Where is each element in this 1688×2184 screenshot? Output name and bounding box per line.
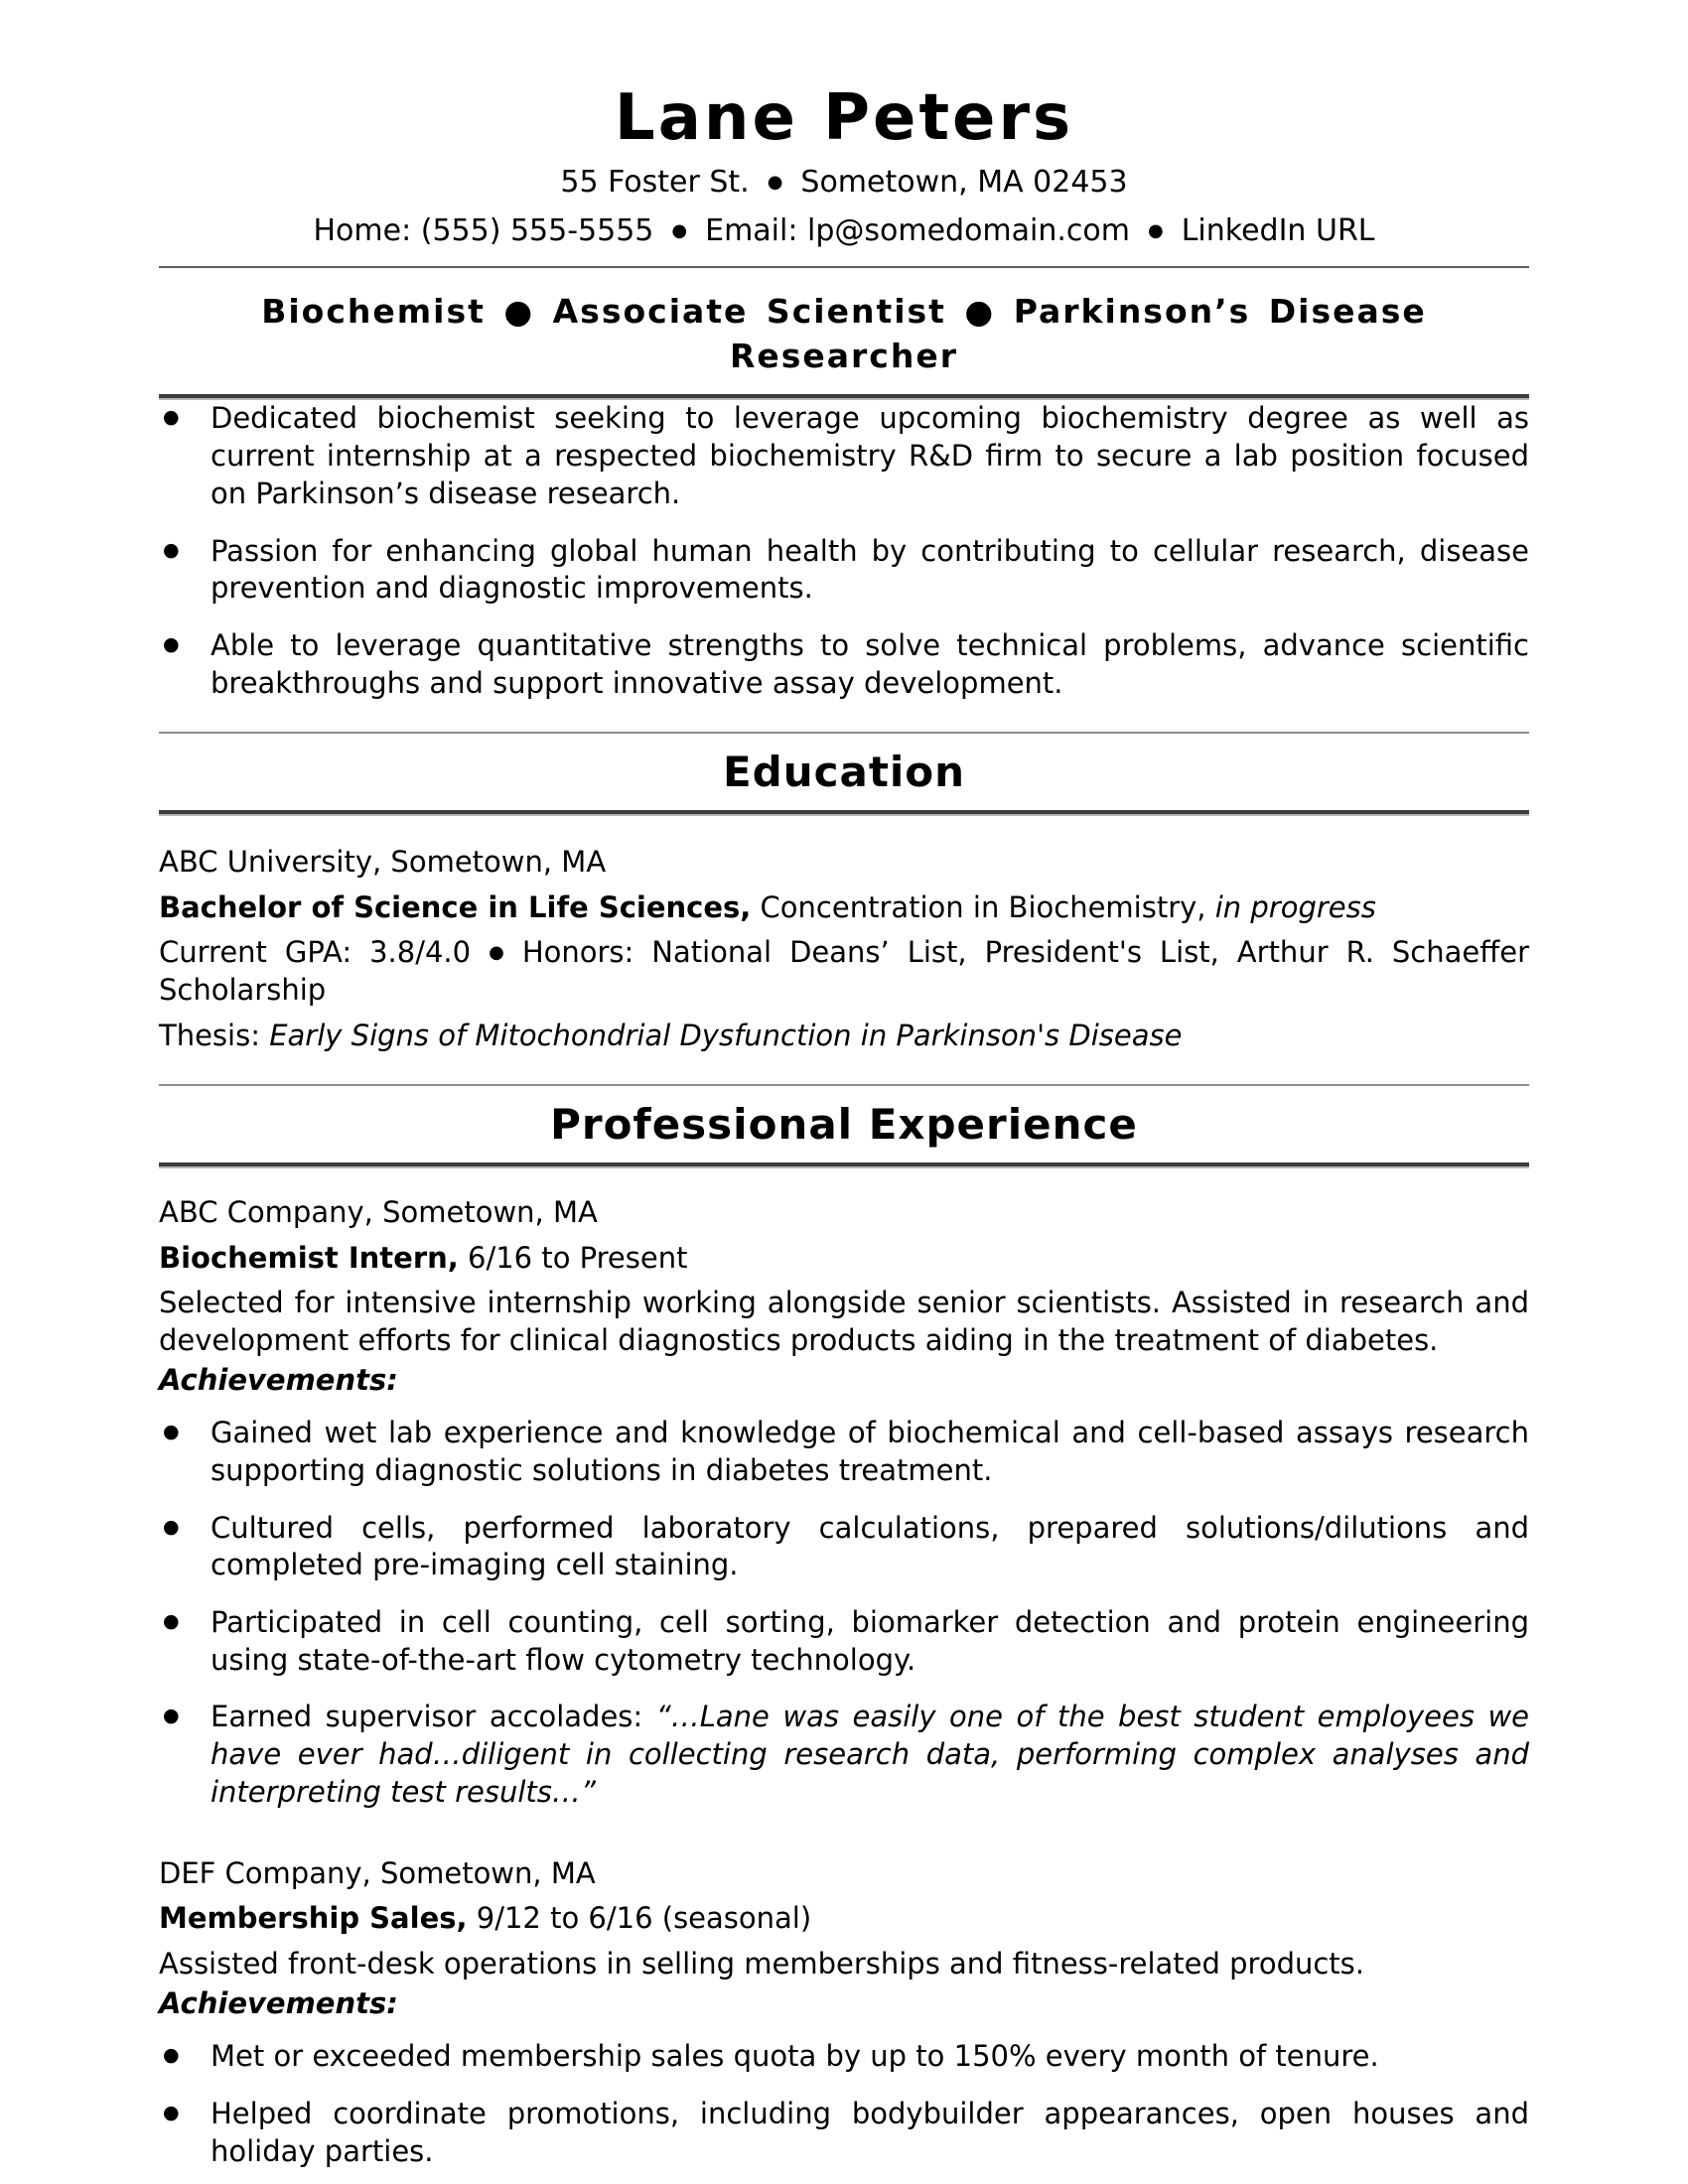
linkedin-url: LinkedIn URL — [1181, 213, 1375, 249]
contact-line — [159, 211, 1529, 250]
school-name-location: ABC University, Sometown, MA — [159, 844, 607, 879]
summary-bullet — [159, 627, 1529, 702]
bullet-icon: ● — [163, 406, 180, 429]
summary-bullet-text: Passion for enhancing global human health by contributing to cellular research, disease prevention and diagnostic improvements. — [211, 533, 1529, 606]
job-title-line — [159, 1900, 1529, 1938]
job-dates: 9/12 to 6/16 (seasonal) — [476, 1901, 812, 1936]
achievement-bullet — [159, 1510, 1529, 1584]
bullet-separator-icon: ● — [1148, 220, 1164, 242]
section-divider-bottom — [159, 1162, 1529, 1168]
job-description: Assisted front-desk operations in selling memberships and fitness-related products. — [159, 1946, 1365, 1980]
job-company — [159, 1855, 1529, 1893]
degree-status: in progress — [1214, 889, 1376, 924]
achievements-list — [159, 1415, 1529, 1811]
section-divider-top — [159, 1084, 1529, 1086]
achievement-bullet — [159, 2096, 1529, 2170]
bullet-icon: ● — [163, 632, 180, 655]
summary-list — [159, 400, 1529, 702]
education-thesis — [159, 1018, 1529, 1055]
job-title: Membership Sales, — [159, 1901, 468, 1936]
bullet-icon: ● — [163, 1610, 180, 1633]
city-state-zip: Sometown, MA 02453 — [800, 165, 1128, 201]
job-entry — [159, 1855, 1529, 2171]
achievement-bullet — [159, 1604, 1529, 1679]
bullet-icon: ● — [163, 1515, 180, 1538]
experience-section — [159, 1084, 1529, 2170]
job-dates: 6/16 to Present — [468, 1240, 688, 1275]
summary-bullet — [159, 400, 1529, 512]
company-name-location: ABC Company, Sometown, MA — [159, 1194, 598, 1229]
achievement-text: Gained wet lab experience and knowledge of biochemical and cell-based assays research supporting diagnostic solutions in diabetes treatment. — [211, 1416, 1529, 1488]
achievement-bullet — [159, 1699, 1529, 1811]
address-line — [159, 163, 1529, 202]
bullet-icon: ● — [163, 538, 180, 561]
honors-list: Honors: National Deans’ List, President's List, Arthur R. Schaeffer Scholarship — [159, 935, 1529, 1007]
achievement-text: Helped coordinate promotions, including bodybuilder appearances, open houses and holiday parties. — [211, 2096, 1529, 2168]
job-entry — [159, 1194, 1529, 1812]
degree-name: Bachelor of Science in Life Sciences, — [159, 889, 752, 924]
achievement-text: Met or exceeded membership sales quota by up to 150% every month of tenure. — [211, 2039, 1379, 2074]
professional-headline: Biochemist ● Associate Scientist ● Parkinson’s Disease Researcher — [261, 292, 1427, 375]
bullet-separator-icon: ● — [671, 220, 688, 242]
bullet-icon: ● — [163, 1421, 180, 1443]
achievement-bullet — [159, 2038, 1529, 2076]
achievements-label: Achievements: — [159, 1362, 398, 1397]
bullet-icon: ● — [163, 2101, 180, 2123]
header-divider — [159, 266, 1529, 268]
summary-bullet-text: Dedicated biochemist seeking to leverage upcoming biochemistry degree as well as current internship at a respected biochemistry R&D firm to secure a lab position focused on Parkinson’s disease research. — [211, 401, 1529, 510]
bullet-icon: ● — [163, 2044, 180, 2067]
bullet-icon: ● — [163, 1705, 180, 1727]
section-divider-bottom — [159, 810, 1529, 816]
section-divider-top — [159, 732, 1529, 734]
summary-bullet — [159, 533, 1529, 608]
bullet-separator-icon: ● — [767, 172, 783, 194]
achievement-text: Earned supervisor accolades: — [211, 1700, 643, 1734]
achievement-quote: “…Lane was easily one of the best student employees we have ever had…diligent in collecting research data, performing complex analyses and interpreting test results…” — [211, 1700, 1529, 1809]
job-title: Biochemist Intern, — [159, 1240, 459, 1275]
email-address: Email: lp@somedomain.com — [705, 213, 1130, 249]
job-description: Selected for intensive internship working alongside senior scientists. Assisted in research and development efforts for clinical diagnostics products aiding in the treatment of diabetes. — [159, 1286, 1529, 1357]
candidate-name: Lane Peters — [614, 81, 1074, 155]
achievements-list — [159, 2038, 1529, 2170]
education-school — [159, 844, 1529, 882]
achievement-bullet — [159, 1415, 1529, 1489]
home-phone: Home: (555) 555-5555 — [313, 213, 654, 249]
job-company — [159, 1194, 1529, 1232]
education-heading: Education — [722, 748, 966, 797]
achievements-label: Achievements: — [159, 1985, 398, 2020]
summary-bullet-text: Able to leverage quantitative strengths to solve technical problems, advance scientific breakthroughs and support innovative assay development. — [211, 627, 1529, 700]
education-degree — [159, 889, 1529, 927]
achievement-text: Cultured cells, performed laboratory calculations, prepared solutions/dilutions and completed pre-imaging cell staining. — [211, 1510, 1529, 1582]
thesis-label: Thesis: — [159, 1018, 260, 1052]
thesis-title: Early Signs of Mitochondrial Dysfunction in Parkinson's Disease — [269, 1018, 1183, 1052]
job-title-line — [159, 1240, 1529, 1278]
company-name-location: DEF Company, Sometown, MA — [159, 1855, 596, 1890]
bullet-separator-icon: ● — [489, 942, 504, 964]
education-gpa-honors — [159, 934, 1529, 1009]
degree-concentration: Concentration in Biochemistry, — [760, 889, 1206, 924]
experience-heading: Professional Experience — [550, 1100, 1138, 1150]
education-section — [159, 732, 1529, 1054]
street-address: 55 Foster St. — [560, 165, 750, 201]
gpa-value: Current GPA: 3.8/4.0 — [159, 935, 472, 970]
achievement-text: Participated in cell counting, cell sorting, biomarker detection and protein engineering using state-of-the-art flow cytometry technology. — [211, 1605, 1529, 1677]
